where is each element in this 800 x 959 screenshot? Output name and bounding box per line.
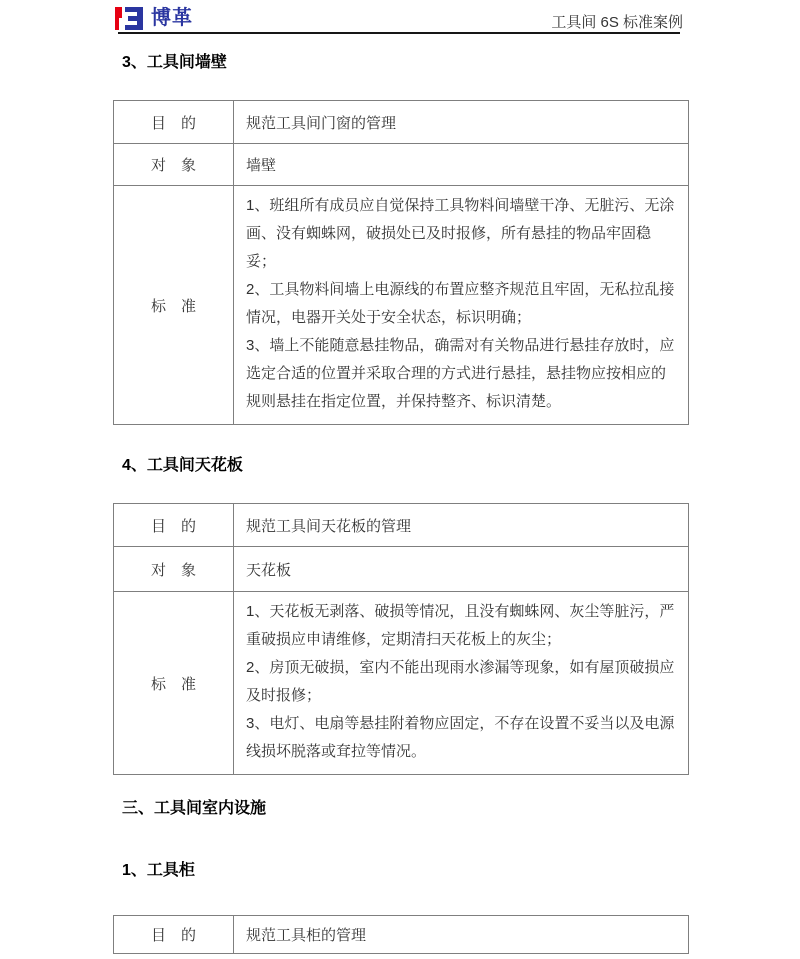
section-heading-wall: 3、工具间墙壁 [122, 54, 227, 71]
table-row [114, 101, 689, 144]
table-row [114, 504, 689, 547]
standard-label: 标 准 [114, 592, 234, 775]
standard-item: 3、墙上不能随意悬挂物品，确需对有关物品进行悬挂存放时，应选定合适的位置并采取合理的方式进行悬挂，悬挂物应按相应的规则悬挂在指定位置，并保持整齐、标识清楚。 [246, 337, 675, 410]
tool-cabinet-spec-table [113, 915, 689, 954]
ceiling-spec-table [113, 503, 689, 775]
brand-logo-text: 博革 [151, 7, 193, 29]
purpose-value: 规范工具柜的管理 [234, 916, 689, 954]
table-row [114, 916, 689, 954]
table-row [114, 547, 689, 592]
wall-spec-table [113, 100, 689, 425]
document-title: 工具间 6S 标准案例 [551, 14, 683, 31]
table-row [114, 186, 689, 425]
purpose-label: 目 的 [114, 916, 234, 954]
purpose-label: 目 的 [114, 504, 234, 547]
brand-logo [113, 4, 193, 32]
object-value: 墙壁 [234, 144, 689, 186]
standard-item: 1、班组所有成员应自觉保持工具物料间墙壁干净、无脏污、无涂画、没有蜘蛛网，破损处已及时报修，所有悬挂的物品牢固稳妥； [246, 197, 675, 270]
object-label: 对 象 [114, 547, 234, 592]
purpose-value: 规范工具间天花板的管理 [234, 504, 689, 547]
standard-value [234, 186, 689, 425]
standard-value [234, 592, 689, 775]
standard-label: 标 准 [114, 186, 234, 425]
standard-item: 3、电灯、电扇等悬挂附着物应固定，不存在设置不妥当以及电源线损坏脱落或耷拉等情况。 [246, 715, 675, 760]
table-row [114, 592, 689, 775]
object-label: 对 象 [114, 144, 234, 186]
brand-logo-icon [113, 4, 145, 32]
standard-item: 2、房顶无破损，室内不能出现雨水渗漏等现象，如有屋顶破损应及时报修； [246, 659, 675, 704]
header-divider [118, 32, 680, 34]
standard-item: 1、天花板无剥落、破损等情况，且没有蜘蛛网、灰尘等脏污，严重破损应申请维修，定期清扫天花板上的灰尘； [246, 603, 675, 648]
section-heading-indoor-facilities: 三、工具间室内设施 [122, 800, 267, 817]
standard-item: 2、工具物料间墙上电源线的布置应整齐规范且牢固，无私拉乱接情况，电器开关处于安全状态，标识明确； [246, 281, 675, 326]
purpose-value: 规范工具间门窗的管理 [234, 101, 689, 144]
section-heading-ceiling: 4、工具间天花板 [122, 457, 243, 474]
section-heading-tool-cabinet: 1、工具柜 [122, 862, 195, 879]
object-value: 天花板 [234, 547, 689, 592]
purpose-label: 目 的 [114, 101, 234, 144]
table-row [114, 144, 689, 186]
